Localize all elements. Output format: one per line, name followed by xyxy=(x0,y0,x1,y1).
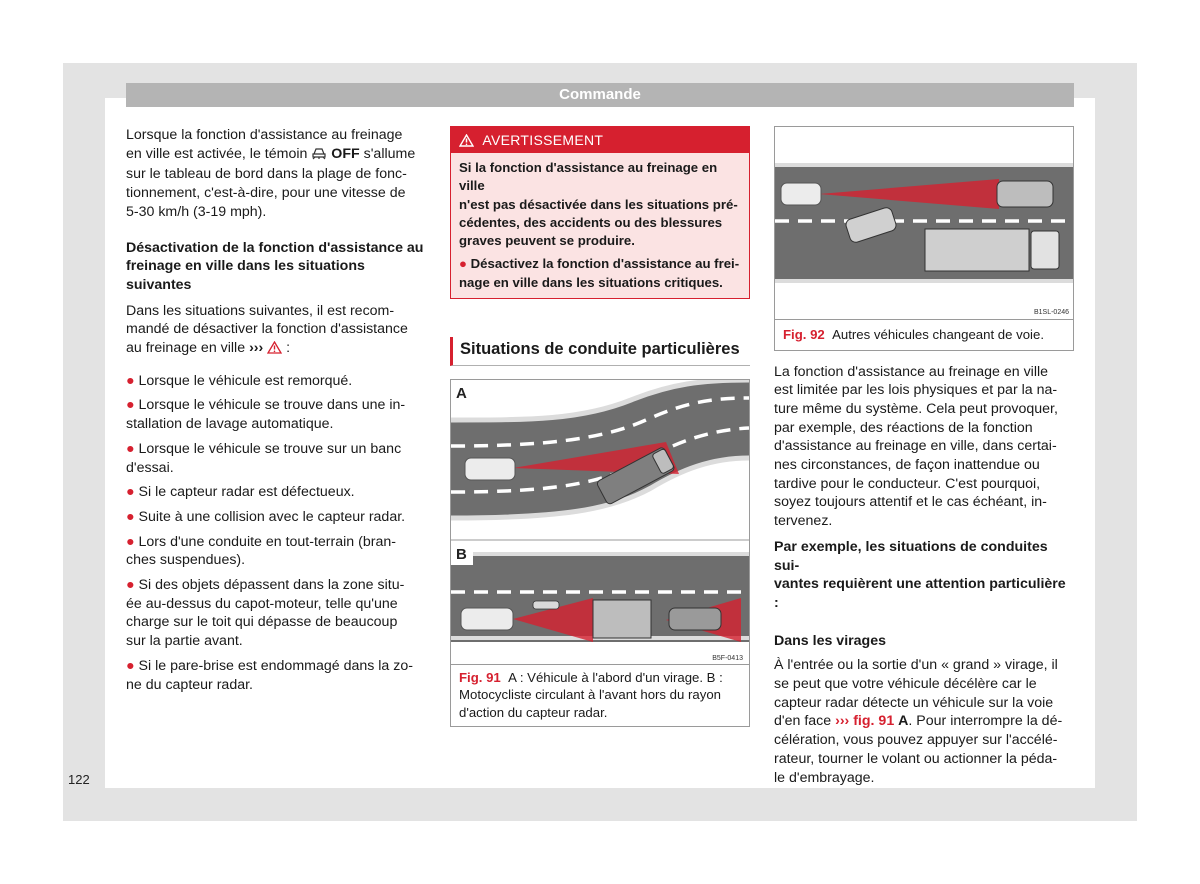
warning-box xyxy=(450,126,750,299)
list-item: ● Lorsque le véhicule est remorqué. xyxy=(126,372,353,389)
list-item: ● Lorsque le véhicule se trouve dans une in- stallation de lavage automatique. xyxy=(126,397,406,433)
deactivation-heading: Désactivation de la fonction d'assistance au freinage en ville dans les situations suivantes xyxy=(126,239,424,293)
warning-triangle-icon xyxy=(459,129,474,155)
figure-reference-link[interactable]: ››› fig. 91 xyxy=(835,713,895,730)
attention-paragraph: Par exemple, les situations de conduites sui- vantes requièrent une attention particulière : xyxy=(774,538,1066,611)
intro-paragraph: Lorsque la fonction d'assistance au freinage en ville est activée, le témoin OFF s'allume sur le tableau de bord dans la plage de fonc- tionnement, c'est-à-dire, pour une vitesse de 5-30 km/h (3-19 mph). xyxy=(126,127,416,220)
panel-b-label: B xyxy=(456,545,467,563)
column-middle xyxy=(450,126,750,727)
warning-header xyxy=(451,127,749,153)
list-item: ● Suite à une collision avec le capteur radar. xyxy=(126,508,406,525)
cross-reference-arrows: ››› xyxy=(249,340,264,357)
figure-91-illustration xyxy=(451,380,749,664)
page-frame-left xyxy=(63,63,105,821)
figure-92-caption: Fig. 92 Autres véhicules changeant de voie. xyxy=(775,319,1073,350)
warning-triangle-icon xyxy=(267,341,282,360)
list-item: ● Si des objets dépassent dans la zone situ- ée au-dessus du capot-moteur, telle qu'une charge sur le toit qui dépasse de beaucoup sur la partie avant. xyxy=(126,577,405,650)
figure-91 xyxy=(450,379,750,728)
list-item: ● Si le pare-brise est endommagé dans la zo- ne du capteur radar. xyxy=(126,657,413,693)
list-item: ● Si le capteur radar est défectueux. xyxy=(126,484,355,501)
figure-92 xyxy=(774,126,1074,351)
city-brake-warning-icon xyxy=(311,146,327,166)
figure-code: B5F-0413 xyxy=(712,654,743,662)
page-number: 122 xyxy=(68,772,90,787)
list-item: ● Lors d'une conduite en tout-terrain (bran- ches suspendues). xyxy=(126,533,396,569)
column-left xyxy=(126,126,426,694)
figure-code: B1SL-0246 xyxy=(1033,309,1069,316)
panel-a-label: A xyxy=(456,384,467,402)
curves-subheading: Dans les virages xyxy=(774,632,886,649)
figure-92-illustration xyxy=(775,127,1073,319)
section-title: Situations de conduite particulières xyxy=(450,337,750,366)
page-frame-bottom xyxy=(63,788,1137,821)
warning-title: AVERTISSEMENT xyxy=(482,132,604,148)
warning-body: Si la fonction d'assistance au freinage en ville n'est pas désactivée dans les situations pré- cédentes, des accidents ou des blessures graves peuvent se produire. ● Désactivez la fonction d'assistance au frei- nage en ville dans les situations critiques. xyxy=(451,153,749,298)
curves-paragraph: À l'entrée ou la sortie d'un « grand » virage, il se peut que votre véhicule décélère car le capteur radar détecte un véhicule sur la voie d'en face ››› fig. 91 A. Pour interrompre la dé- célération, vous pouvez appuyer sur l'accélé- rateur, tourner le volant ou actionner la péda- le d'embrayage. xyxy=(774,657,1063,786)
page-frame-right xyxy=(1095,63,1137,821)
warning-bullet: ● Désactivez la fonction d'assistance au frei- nage en ville dans les situations critiques. xyxy=(459,256,740,290)
limits-paragraph: La fonction d'assistance au freinage en ville est limitée par les lois physiques et par la na- ture même du système. Cela peut provoquer, par exemple, des réactions de la fonction d'assistance au freinage en ville, dans certai- nes circonstances, de façon inattendue ou tardive pour le conducteur. C'est pourquoi, soyez toujours attentif et le cas échéant, in- tervenez. xyxy=(774,363,1058,530)
indicator-off-label: OFF xyxy=(331,145,360,162)
list-item: ● Lorsque le véhicule se trouve sur un banc d'essai. xyxy=(126,440,402,476)
deactivation-paragraph: Dans les situations suivantes, il est recom- mandé de désactiver la fonction d'assistance au freinage en ville ››› : xyxy=(126,302,426,360)
figure-91-caption: Fig. 91 A : Véhicule à l'abord d'un virage. B : Motocycliste circulant à l'avant hors du rayon d'action du capteur radar. xyxy=(451,664,749,727)
column-right xyxy=(774,126,1074,787)
section-header: Commande xyxy=(126,83,1074,107)
